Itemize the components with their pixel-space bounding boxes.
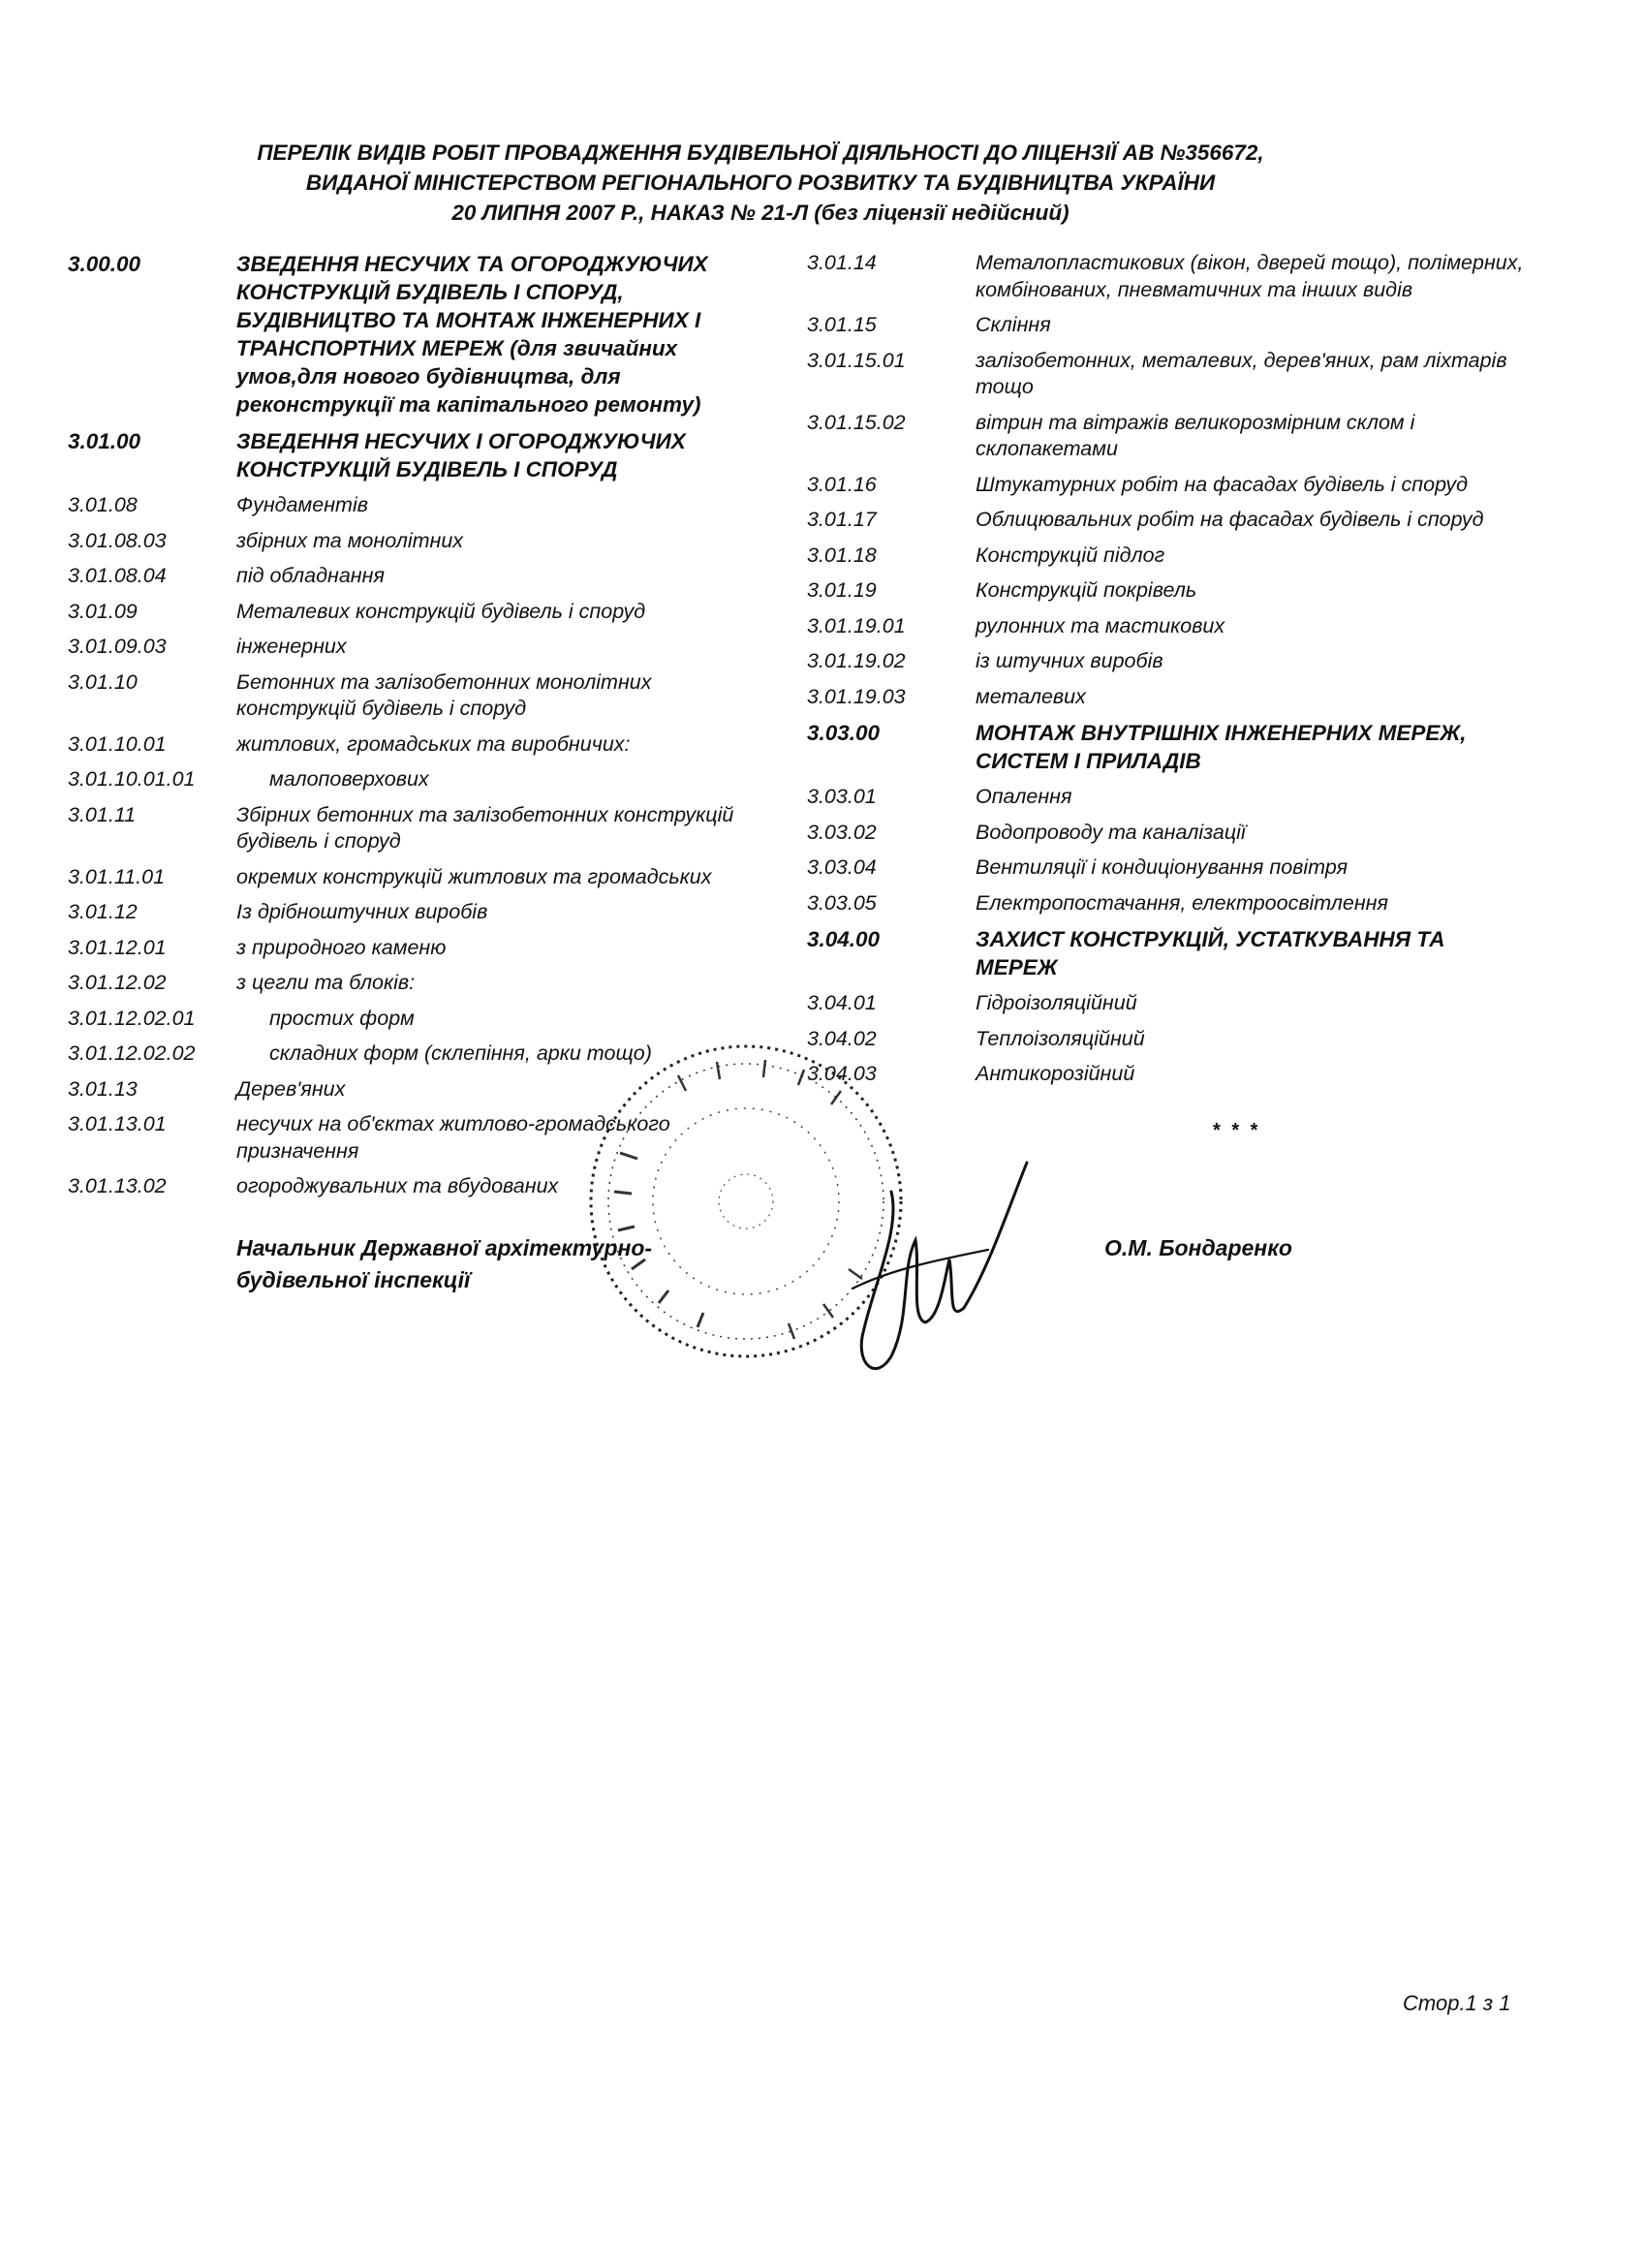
list-item — [68, 802, 765, 855]
item-code: 3.04.02 — [807, 1026, 877, 1050]
item-text: простих форм — [269, 1006, 415, 1030]
item-text: Дерев'яних — [236, 1076, 346, 1101]
list-item — [68, 864, 765, 891]
item-code: 3.03.05 — [807, 890, 877, 915]
item-text: вітрин та вітражів великорозмірним склом і склопакетами — [976, 410, 1415, 460]
list-item — [807, 410, 1524, 463]
list-item — [807, 577, 1524, 605]
item-text: Гідроізоляційний — [976, 991, 1137, 1014]
item-code: 3.01.19 — [807, 578, 877, 602]
list-item — [807, 312, 1524, 339]
item-text: несучих на об'єктах житлово-громадського призначення — [236, 1112, 670, 1163]
list-item — [807, 1061, 1524, 1088]
item-code: 3.01.11.01 — [68, 864, 166, 888]
item-code: 3.04.00 — [807, 927, 881, 951]
list-item — [68, 599, 765, 626]
item-code: 3.01.13.02 — [68, 1174, 167, 1197]
item-text: з цегли та блоків: — [236, 971, 416, 994]
item-code: 3.01.17 — [807, 508, 877, 531]
item-code: 3.01.09 — [68, 599, 138, 623]
item-text: Із дрібноштучних виробів — [236, 900, 488, 923]
list-item — [68, 970, 765, 997]
header-line-3: 20 ЛИПНЯ 2007 Р., НАКАЗ № 21-Л (без ліцензії недійсний) — [451, 201, 1070, 225]
item-text: Збірних бетонних та залізобетонних конструкцій будівель і споруд — [236, 802, 734, 853]
item-text: збірних та монолітних — [236, 528, 464, 552]
signatory-position-line-2: будівельної інспекції — [236, 1267, 471, 1292]
item-code: 3.01.15.01 — [807, 348, 906, 372]
item-code: 3.01.15.02 — [807, 410, 906, 434]
list-item — [807, 854, 1524, 882]
item-code: 3.01.19.02 — [807, 649, 906, 672]
list-item — [807, 543, 1524, 570]
header-line-2: ВИДАНОЇ МІНІСТЕРСТВОМ РЕГІОНАЛЬНОГО РОЗВИТКУ ТА БУДІВНИЦТВА УКРАЇНИ — [305, 171, 1216, 195]
item-code: 3.01.14 — [807, 251, 877, 274]
item-code: 3.01.10.01 — [68, 731, 167, 756]
signatory-name: О.М. Бондаренко — [1104, 1235, 1292, 1260]
list-item — [807, 684, 1524, 711]
item-code: 3.01.08.04 — [68, 564, 167, 587]
item-text: ЗВЕДЕННЯ НЕСУЧИХ І ОГОРОДЖУЮЧИХ КОНСТРУКЦІЙ БУДІВЕЛЬ І СПОРУД — [236, 429, 686, 482]
item-code: 3.01.12.02 — [68, 971, 167, 994]
item-text: із штучних виробів — [976, 649, 1163, 672]
item-code: 3.01.19.01 — [807, 613, 906, 637]
list-item — [68, 634, 765, 661]
page-number: Стор.1 з 1 — [1403, 1991, 1511, 2015]
item-text: Антикорозійний — [976, 1062, 1135, 1085]
item-text: з природного каменю — [236, 935, 447, 959]
list-item — [807, 784, 1524, 811]
item-text: Бетонних та залізобетонних монолітних конструкцій будівель і споруд — [236, 669, 652, 720]
list-item — [807, 719, 1524, 775]
item-text: житлових, громадських та виробничих: — [236, 731, 631, 756]
list-item — [68, 528, 765, 555]
item-text: МОНТАЖ ВНУТРІШНІХ ІНЖЕНЕРНИХ МЕРЕЖ, СИСТЕМ І ПРИЛАДІВ — [976, 721, 1467, 773]
item-text: Опалення — [976, 785, 1072, 808]
item-text: огороджувальних та вбудованих — [236, 1174, 559, 1197]
item-code: 3.01.08 — [68, 493, 138, 516]
item-text: Облицювальних робіт на фасадах будівель і споруд — [976, 508, 1484, 531]
item-text: Скління — [976, 313, 1051, 336]
item-text: під обладнання — [236, 564, 385, 587]
signatory-position — [236, 1232, 652, 1296]
list-item — [807, 613, 1524, 640]
item-code: 3.03.02 — [807, 820, 877, 844]
item-code: 3.01.09.03 — [68, 635, 167, 658]
list-item — [807, 250, 1524, 303]
right-column — [807, 250, 1524, 1097]
list-item — [68, 250, 765, 419]
item-text: рулонних та мастикових — [976, 613, 1225, 637]
item-text: Металопластикових (вікон, дверей тощо), полімерних, комбінованих, пневматичних та інших видів — [976, 251, 1524, 301]
end-of-list-mark: * * * — [1213, 1120, 1261, 1141]
item-code: 3.04.01 — [807, 991, 877, 1014]
list-item — [68, 492, 765, 519]
item-code: 3.01.12.02.02 — [68, 1041, 196, 1065]
list-item — [807, 820, 1524, 847]
item-code: 3.01.19.03 — [807, 684, 906, 708]
item-code: 3.01.10.01.01 — [68, 767, 196, 791]
item-code: 3.01.18 — [807, 543, 877, 567]
list-item — [807, 925, 1524, 981]
list-item — [68, 427, 765, 483]
item-text: Теплоізоляційний — [976, 1026, 1145, 1050]
item-text: Вентиляції і кондиціонування повітря — [976, 855, 1348, 879]
item-code: 3.01.13 — [68, 1076, 138, 1101]
item-text: інженерних — [236, 635, 347, 658]
list-item — [68, 669, 765, 723]
list-item — [68, 1006, 765, 1033]
item-code: 3.03.01 — [807, 785, 877, 808]
item-code: 3.01.08.03 — [68, 528, 167, 552]
item-code: 3.01.10 — [68, 669, 138, 694]
list-item — [807, 990, 1524, 1017]
item-text: складних форм (склепіння, арки тощо) — [269, 1041, 652, 1065]
list-item — [807, 648, 1524, 675]
list-item — [68, 563, 765, 590]
item-code: 3.01.12 — [68, 900, 138, 923]
item-code: 3.01.12.02.01 — [68, 1006, 196, 1030]
list-item — [68, 766, 765, 793]
document-header — [194, 138, 1327, 228]
item-text: залізобетонних, металевих, дерев'яних, рам ліхтарів тощо — [976, 348, 1507, 398]
item-code: 3.04.03 — [807, 1062, 877, 1085]
item-text: Водопроводу та каналізації — [976, 820, 1246, 844]
item-code: 3.00.00 — [68, 252, 141, 276]
item-text: ЗАХИСТ КОНСТРУКЦІЙ, УСТАТКУВАННЯ ТА МЕРЕЖ — [976, 927, 1445, 979]
signatory-position-line-1: Начальник Державної архітектурно- — [236, 1235, 653, 1260]
item-text: малоповерхових — [269, 767, 429, 791]
list-item — [807, 472, 1524, 499]
header-line-1: ПЕРЕЛІК ВИДІВ РОБІТ ПРОВАДЖЕННЯ БУДІВЕЛЬНОЇ ДІЯЛЬНОСТІ ДО ЛІЦЕНЗІЇ АВ №356672, — [257, 140, 1264, 165]
item-text: Електропостачання, електроосвітлення — [976, 890, 1388, 915]
list-item — [68, 731, 765, 759]
item-code: 3.01.00 — [68, 429, 141, 453]
list-item — [68, 935, 765, 962]
item-code: 3.01.16 — [807, 472, 877, 496]
item-text: Конструкцій підлог — [976, 543, 1165, 567]
item-text: Штукатурних робіт на фасадах будівель і споруд — [976, 472, 1468, 496]
item-code: 3.03.04 — [807, 855, 877, 879]
item-code: 3.01.11 — [68, 802, 137, 826]
list-item — [807, 507, 1524, 534]
item-text: ЗВЕДЕННЯ НЕСУЧИХ ТА ОГОРОДЖУЮЧИХ КОНСТРУКЦІЙ БУДІВЕЛЬ І СПОРУД, БУДІВНИЦТВО ТА МОНТАЖ ІНЖЕНЕРНИХ І ТРАНСПОРТНИХ МЕРЕЖ (для звичайних умов,для нового будівництва, для реконструкції та капітального ремонту) — [236, 252, 708, 417]
item-code: 3.01.15 — [807, 313, 877, 336]
list-item — [68, 899, 765, 926]
item-text: Фундаментів — [236, 493, 368, 516]
item-text: Конструкцій покрівель — [976, 578, 1197, 602]
item-code: 3.01.13.01 — [68, 1112, 167, 1135]
list-item — [807, 1026, 1524, 1053]
handwritten-signature-icon — [833, 1153, 1056, 1395]
item-code: 3.01.12.01 — [68, 935, 167, 959]
item-text: металевих — [976, 684, 1086, 708]
item-text: окремих конструкцій житлових та громадських — [236, 864, 712, 888]
list-item — [807, 348, 1524, 401]
item-text: Металевих конструкцій будівель і споруд — [236, 599, 646, 623]
list-item — [807, 890, 1524, 917]
item-code: 3.03.00 — [807, 721, 881, 745]
